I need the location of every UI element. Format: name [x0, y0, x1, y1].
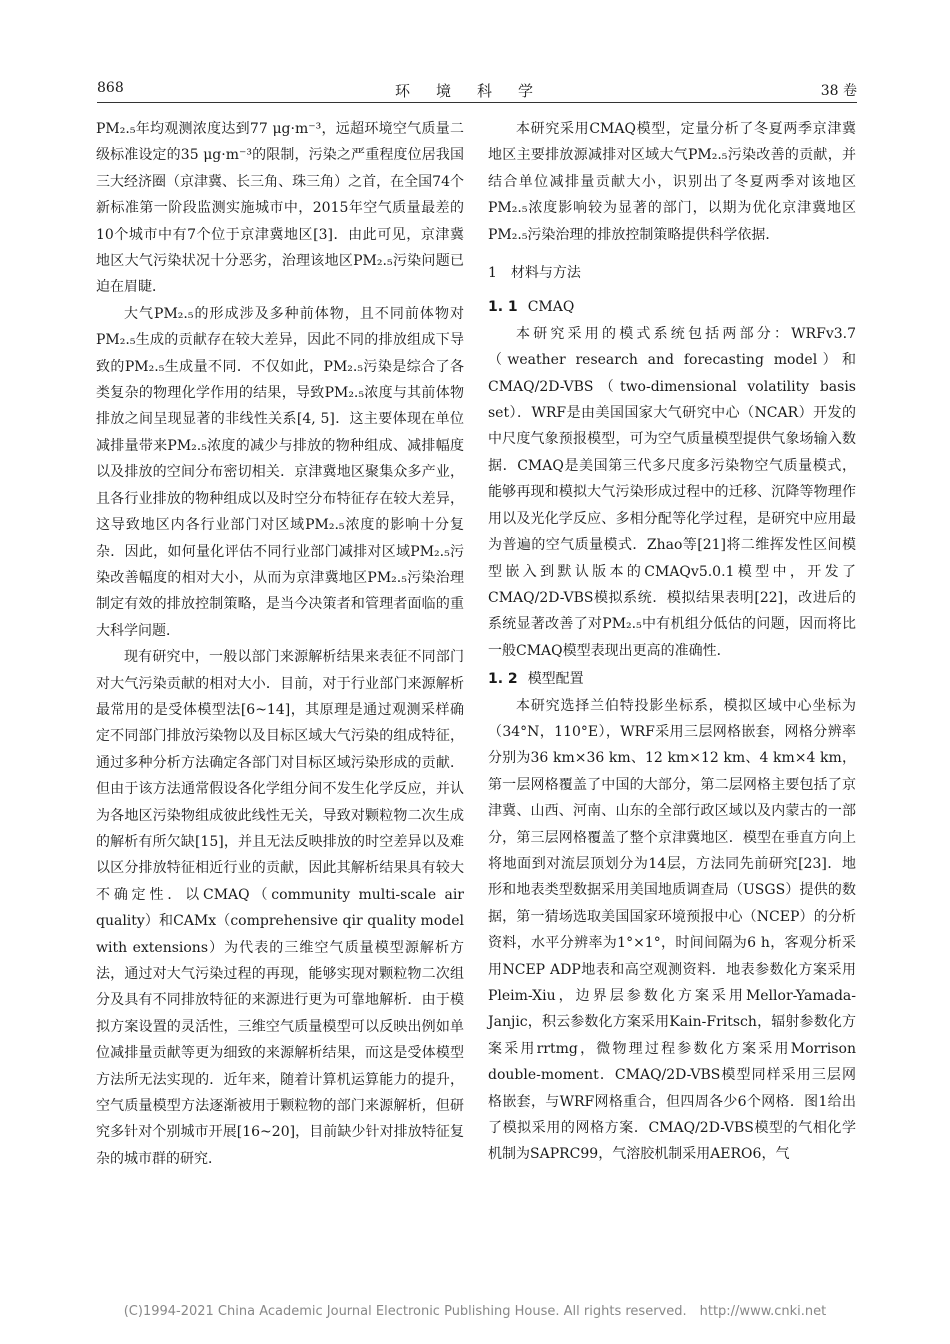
right-column [488, 116, 856, 1168]
subsection-number: 1. 1 [488, 299, 518, 316]
paragraph: 本研究选择兰伯特投影坐标系，模拟区域中心坐标为（34°N，110°E），WRF采用三层网格嵌套，网格分辨率分别为36 km×36 km、12 km×12 km、4 km×4 km，第一层网格覆盖了中国的大部分，第二层网格主要包括了京津冀、山西、河南、山东的全部行政区域以及内蒙古的一部分，第三层网格覆盖了整个京津冀地区．模型在垂直方向上将地面到对流层顶划分为14层，方法同先前研究[23]．地形和地表类型数据采用美国地质调查局（USGS）提供的数据，第一猜场选取美国国家环境预报中心（NCEP）的分析资料，水平分辨率为1°×1°，时间间隔为6 h，客观分析采用NCEP ADP地表和高空观测资料．地表参数化方案采用Pleim-Xiu，边界层参数化方案采用Mellor-Yamada-Janjic，积云参数化方案采用Kain-Fritsch，辐射参数化方案采用rrtmg，微物理过程参数化方案采用Morrison double-moment．CMAQ/2D-VBS模型同样采用三层网格嵌套，与WRF网格重合，但四周各少6个网格．图1给出了模拟采用的网格方案．CMAQ/2D-VBS模型的气相化学机制为SAPRC99，气溶胶机制采用AERO6，气 [488, 697, 856, 1163]
section-heading: 1 材料与方法 [488, 265, 581, 282]
page-number: 868 [97, 80, 124, 96]
subsection-heading [488, 666, 856, 692]
paragraph: 本研究采用的模式系统包括两部分：WRFv3.7（weather research and forecasting model）和CMAQ/2D-VBS（two-dimensional volatility basis set）．WRF是由美国国家大气研究中心（NCAR）开发的中尺度气象预报模型，可为空气质量模型提供气象场输入数据．CMAQ是美国第三代多尺度多污染物空气质量模式，能够再现和模拟大气污染形成过程中的迁移、沉降等物理作用以及光化学反应、多相分配等化学过程，是研究中应用最为普遍的空气质量模式．Zhao等[21]将二维挥发性区间模型嵌入到默认版本的CMAQv5.0.1模型中，开发了CMAQ/2D-VBS模拟系统．模拟结果表明[22]，改进后的系统显著改善了对PM₂.₅中有机组分低估的问题，因而将比一般CMAQ模型表现出更高的准确性． [488, 325, 856, 659]
journal-name: 环境科学 [394, 82, 559, 100]
left-column [96, 116, 464, 1172]
paragraph: 大气PM₂.₅的形成涉及多种前体物，且不同前体物对PM₂.₅生成的贡献存在较大差异，因此不同的排放组成下导致的PM₂.₅生成量不同．不仅如此，PM₂.₅污染是综合了各类复杂的物理化学作用的结果，导致PM₂.₅浓度与其前体物排放之间呈现显著的非线性关系[4, 5]．这主要体现在单位减排量带来PM₂.₅浓度的减少与排放的物种组成、减排幅度以及排放的空间分布密切相关．京津冀地区聚集众多产业，且各行业排放的物种组成以及时空分布特征存在较大差异，这导致地区内各行业部门对区域PM₂.₅浓度的影响十分复杂．因此，如何量化评估不同行业部门减排对区域PM₂.₅污染改善幅度的相对大小，从而为京津冀地区PM₂.₅污染治理制定有效的排放控制策略，是当今决策者和管理者面临的重大科学问题． [96, 305, 464, 639]
subsection-number: 1. 2 [488, 671, 518, 688]
copyright-footer: (C)1994-2021 China Academic Journal Electronic Publishing House. All rights reserved. http://www.cnki.net [123, 1304, 827, 1319]
volume-label: 38 卷 [820, 83, 857, 99]
running-header [97, 76, 857, 102]
subsection-title: 模型配置 [527, 671, 584, 688]
paragraph: 本研究采用CMAQ模型，定量分析了冬夏两季京津冀地区主要排放源减排对区域大气PM₂.₅污染改善的贡献，并结合单位减排量贡献大小，识别出了冬夏两季对该地区PM₂.₅浓度影响较为显著的部门，以期为优化京津冀地区PM₂.₅污染治理的排放控制策略提供科学依据． [488, 121, 856, 243]
paragraph: 现有研究中，一般以部门来源解析结果来表征不同部门对大气污染贡献的相对大小．目前，对于行业部门来源解析最常用的是受体模型法[6~14]，其原理是通过观测采样确定不同部门排放污染物以及目标区域大气污染的组成特征，通过多种分析方法确定各部门对目标区域污染形成的贡献．但由于该方法通常假设各化学组分间不发生化学反应，并认为各地区污染物组成彼此线性无关，导致对颗粒物二次生成的解析有所欠缺[15]，并且无法反映排放的时空差异以及难以区分排放特征相近行业的贡献，因此其解析结果具有较大不确定性．以CMAQ（community multi-scale air quality）和CAMx（comprehensive qir quality model with extensions）为代表的三维空气质量模型源解析方法，通过对大气污染过程的再现，能够实现对颗粒物二次组分及具有不同排放特征的来源进行更为可靠地解析．由于模拟方案设置的灵活性，三维空气质量模型可以反映出例如单位减排量贡献等更为细致的来源解析结果，而这是受体模型方法所无法实现的．近年来，随着计算机运算能力的提升，空气质量模型方法逐渐被用于颗粒物的部门来源解析，但研究多针对个别城市开展[16~20]，目前缺少针对排放特征复杂的城市群的研究． [96, 649, 464, 1167]
subsection-title: CMAQ [527, 299, 575, 316]
header-rule [97, 102, 857, 103]
subsection-heading [488, 294, 856, 320]
paragraph: PM₂.₅年均观测浓度达到77 μg·m⁻³，远超环境空气质量二级标准设定的35 μg·m⁻³的限制，污染之严重程度位居我国三大经济圈（京津冀、长三角、珠三角）之首，在全国74个新标准第一阶段监测实施城市中，2015年空气质量最差的10个城市中有7个位于京津冀地区[3]．由此可见，京津冀地区大气污染状况十分恶劣，治理该地区PM₂.₅污染问题已迫在眉睫． [96, 121, 464, 296]
